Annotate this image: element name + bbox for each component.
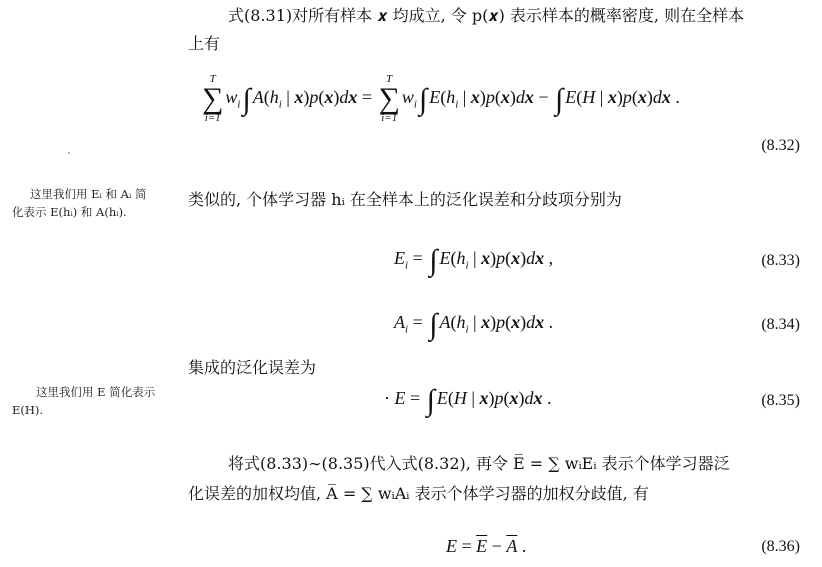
scan-speck [68, 152, 70, 154]
equation-number-8-34: (8.34) [761, 316, 800, 333]
equation-8-36: $E = \overline{E} - \overline{A}$ . [446, 536, 527, 556]
side-note-1-line-1: 这里我们用 Eᵢ 和 Aᵢ 简 [30, 187, 147, 201]
equation-8-34: $A_i$ = ∫ $A(h_i$ | x)p(x)dx . [394, 308, 554, 341]
side-note-1-line-2: 化表示 E(hᵢ) 和 A(hᵢ). [12, 205, 127, 219]
equation-8-33: $E_i$ = ∫ $E(h_i$ | x)p(x)dx , [394, 244, 554, 277]
equation-8-32: T ∑ i=1 $w_i\int$ $A(h_i$ | x)p(x)dx = T ∑ i=1 $w_i\int$ $E(h_i$ | x)p(x)dx − ∫ E(H | x)p(x)dx . [202, 73, 680, 124]
paragraph-ensemble: 集成的泛化误差为 [188, 358, 317, 377]
side-note-2-line-2: E(H). [12, 403, 44, 417]
paragraph-substitute-line-2: 化误差的加权均值, A̅ = ∑ wᵢAᵢ 表示个体学习器的加权分歧值, 有 [188, 484, 649, 503]
paragraph-similar: 类似的, 个体学习器 hᵢ 在全样本上的泛化误差和分歧项分别为 [188, 190, 622, 209]
paragraph-substitute-line-1: 将式(8.33)∼(8.35)代入式(8.32), 再令 E̅ = ∑ wᵢEᵢ 表示个体学习器泛 [228, 454, 730, 473]
equation-number-8-35: (8.35) [761, 392, 800, 409]
side-note-2-line-1: 这里我们用 E 简化表示 [36, 385, 156, 399]
intro-line-1: 式(8.31)对所有样本 𝒙 均成立, 令 p(𝒙) 表示样本的概率密度, 则在全样本 [228, 6, 745, 25]
equation-number-8-36: (8.36) [761, 538, 800, 555]
equation-8-35: · E = ∫ E(H | x)p(x)dx . [384, 384, 552, 417]
intro-line-2: 上有 [188, 34, 221, 53]
equation-number-8-32: (8.32) [761, 137, 800, 154]
equation-number-8-33: (8.33) [761, 252, 800, 269]
